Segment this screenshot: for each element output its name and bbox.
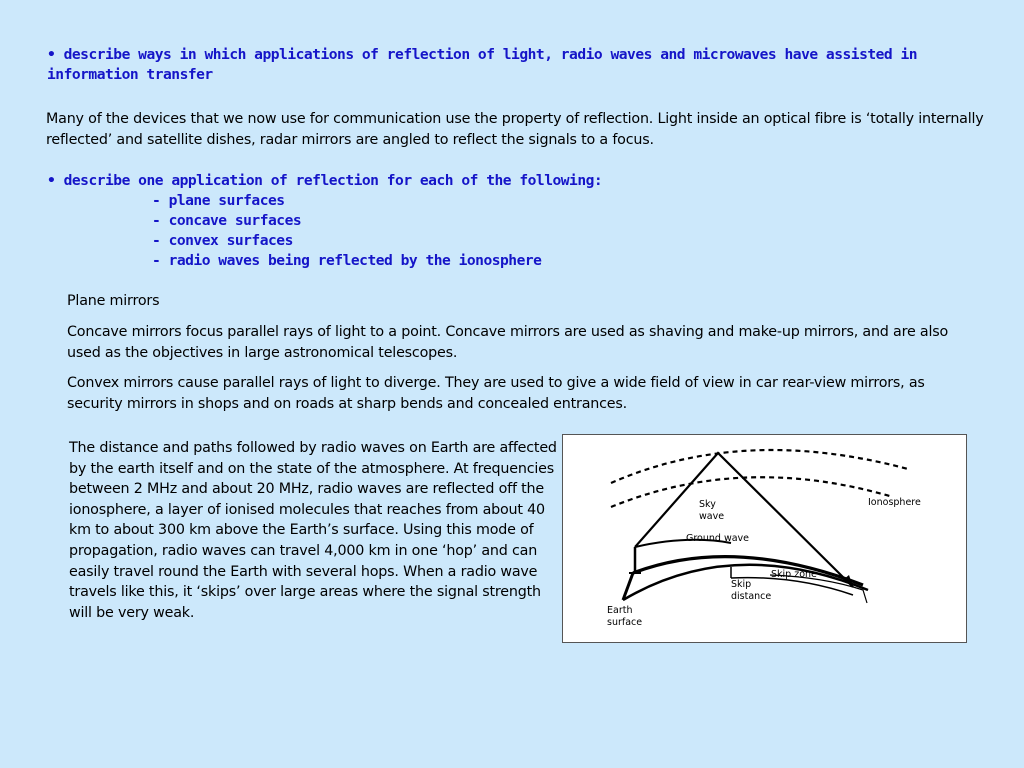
objective-bullet: • [47, 172, 56, 189]
ionosphere-label: Ionosphere [868, 497, 921, 508]
ground-wave-label: Ground wave [686, 533, 750, 544]
ionosphere-lower-layer [611, 477, 893, 507]
skip-distance-label-line2: distance [731, 591, 772, 602]
radio-waves-paragraph: The distance and paths followed by radio waves on Earth are affected by the earth itself and on the state of the atmosphere. At frequencies between 2 MHz and about 20 MHz, radio waves are reflected off the ionosphere, a layer of ionised molecules that reaches from about 40 km to about 300 km above the Earth’s surface. Using this mode of propagation, radio waves can travel 4,000 km in one ‘hop’ and can easily travel round the Earth with several hops. When a radio wave travels like this, it ‘skips’ over large areas where the signal strength will be very weak. [69, 440, 557, 621]
radio-wave-diagram [562, 434, 967, 643]
ionosphere-upper-layer [611, 450, 908, 483]
objective-describe-reflection-applications [47, 45, 947, 85]
intro-paragraph: Many of the devices that we now use for communication use the property of reflection. Light inside an optical fibre is ‘totally internally reflected’ and satellite dishes, radar mirrors are angled to reflect the signals to a focus. [46, 111, 984, 148]
objective-text: describe ways in which applications of reflection of light, radio waves and microwaves have assisted in information transfer [47, 46, 918, 83]
radio-wave-diagram-svg [563, 435, 966, 642]
convex-mirrors-paragraph: Convex mirrors cause parallel rays of light to diverge. They are used to give a wide field of view in car rear-view mirrors, as security mirrors in shops and on roads at sharp bends and concealed entrances. [67, 375, 925, 412]
sky-wave-label-line2: wave [699, 511, 725, 522]
objective-bullet: • [47, 46, 56, 63]
skip-distance-label-line1: Skip [731, 579, 752, 590]
plane-mirrors-label: Plane mirrors [67, 293, 160, 309]
skip-zone-label: Skip zone [771, 569, 817, 580]
concave-mirrors-paragraph: Concave mirrors focus parallel rays of light to a point. Concave mirrors are used as shaving and make-up mirrors, and are also used as the objectives in large astronomical telescopes. [67, 324, 949, 361]
sub-item-convex: - convex surfaces [152, 232, 293, 249]
sky-wave-path [635, 453, 853, 587]
sub-item-concave: - concave surfaces [152, 212, 302, 229]
objective-heading [47, 171, 747, 191]
sub-item-plane: - plane surfaces [152, 192, 285, 209]
sky-wave-label-line1: Sky [699, 499, 716, 510]
objective-text: describe one application of reflection for each of the following: [63, 172, 603, 189]
sub-item-ionosphere: - radio waves being reflected by the ionosphere [152, 252, 542, 269]
objective-reflection-examples [47, 171, 747, 271]
earth-surface-label-line2: surface [607, 617, 643, 628]
earth-surface-label-line1: Earth [607, 605, 633, 616]
